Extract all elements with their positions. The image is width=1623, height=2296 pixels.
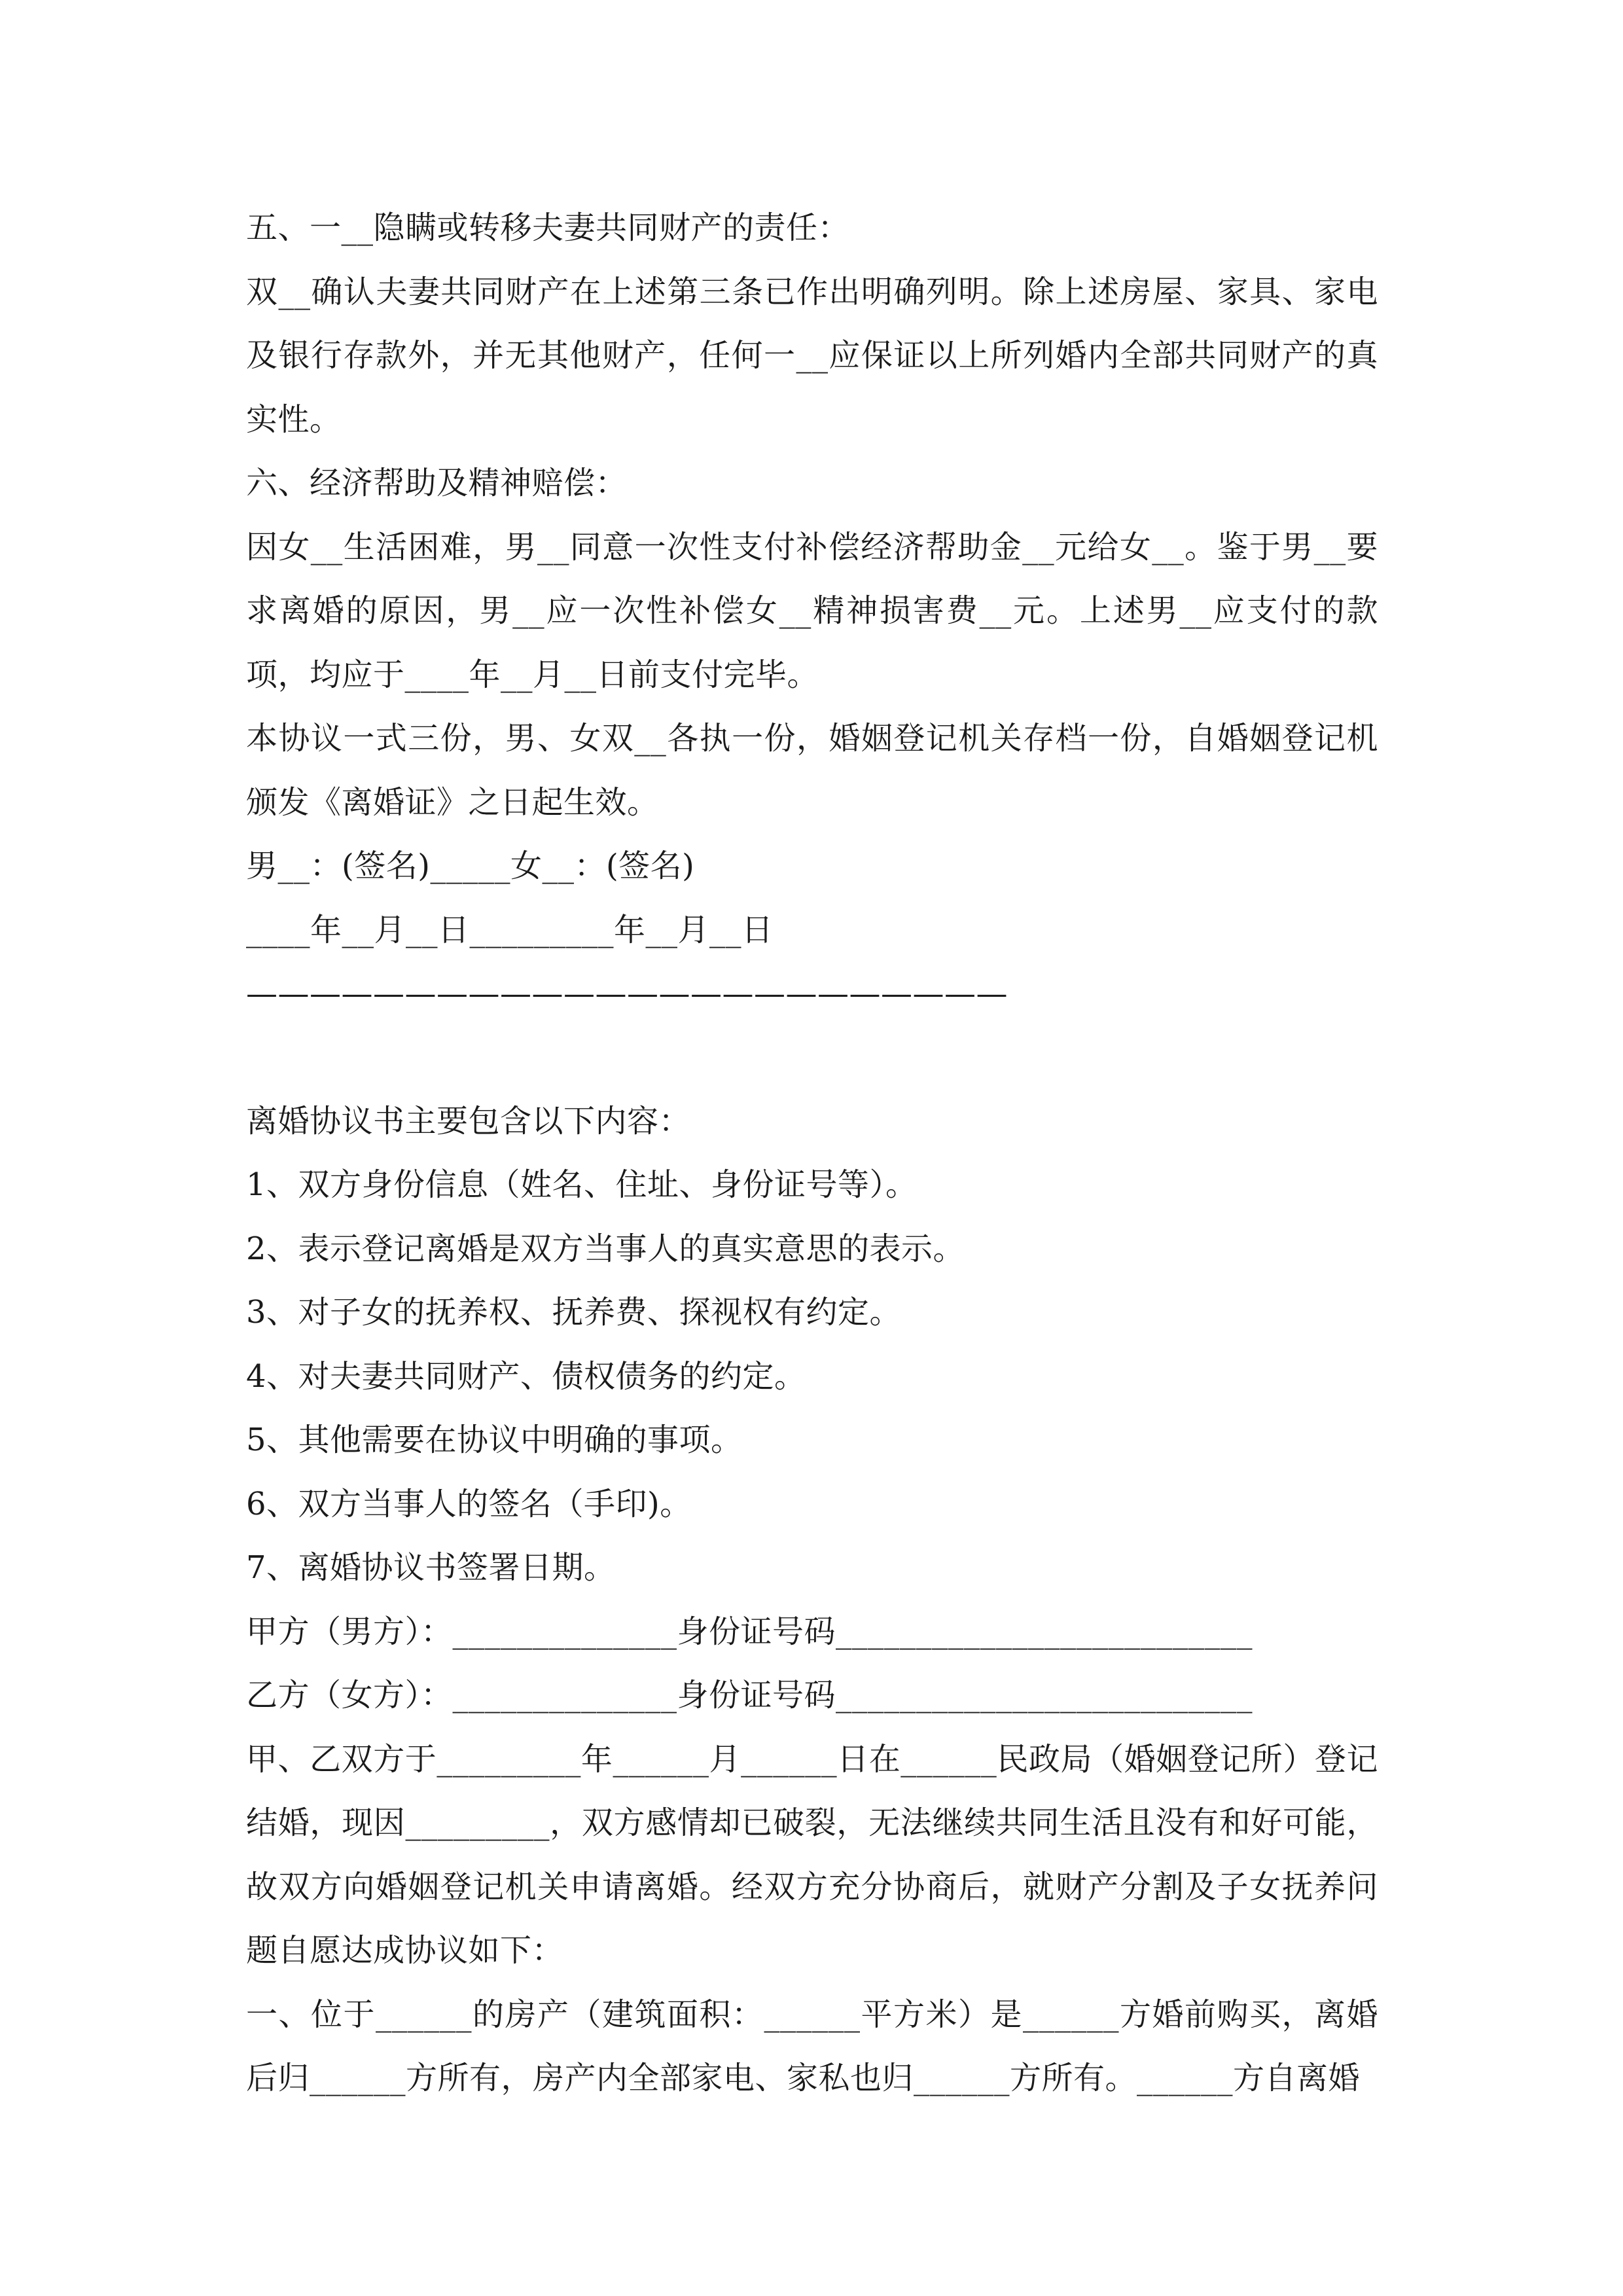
document-body	[246, 196, 1378, 2111]
spacer	[246, 1026, 1378, 1090]
party-a-line: 甲方（男方）：______________身份证号码__________________________	[246, 1613, 1253, 1650]
paragraph: 甲、乙双方于_________年______月______日在______民政局（婚姻登记所）登记结婚，现因_________，双方感情却已破裂，无法继续共同生活且没有和好可能，故双方向婚姻登记机关申请离婚。经双方充分协商后，就财产分割及子女抚养问题自愿达成协议如下：	[246, 1740, 1378, 1969]
section-heading: 五、一__隐瞒或转移夫妻共同财产的责任：	[246, 209, 850, 246]
list-item: 5、其他需要在协议中明确的事项。	[246, 1422, 743, 1458]
paragraph: 双__确认夫妻共同财产在上述第三条已作出明确列明。除上述房屋、家具、家电及银行存款外，并无其他财产，任何一__应保证以上所列婚内全部共同财产的真实性。	[246, 273, 1378, 438]
list-item: 6、双方当事人的签名（手印)。	[246, 1485, 692, 1522]
divider: ————————————————————————	[246, 975, 1008, 1012]
party-b-line: 乙方（女方）：______________身份证号码__________________________	[246, 1677, 1253, 1713]
list-item: 2、表示登记离婚是双方当事人的真实意思的表示。	[246, 1230, 965, 1267]
paragraph: 因女__生活困难，男__同意一次性支付补偿经济帮助金__元给女__。鉴于男__要求离婚的原因，男__应一次性补偿女__精神损害费__元。上述男__应支付的款项，均应于____年__月__日前支付完毕。	[246, 528, 1378, 693]
list-item: 4、对夫妻共同财产、债权债务的约定。	[246, 1357, 806, 1395]
section-heading: 离婚协议书主要包含以下内容：	[246, 1102, 691, 1139]
list-item: 3、对子女的抚养权、抚养费、探视权有约定。	[246, 1294, 902, 1331]
section-heading: 六、经济帮助及精神赔偿：	[246, 465, 628, 501]
list-item: 1、双方身份信息（姓名、住址、身份证号等）。	[246, 1166, 918, 1203]
paragraph: 本协议一式三份，男、女双__各执一份，婚姻登记机关存档一份，自婚姻登记机颁发《离婚证》之日起生效。	[246, 720, 1378, 821]
signature-line: 男__：(签名)_____女__：(签名)	[246, 848, 695, 884]
date-line: ____年__月__日_________年__月__日	[246, 911, 774, 948]
paragraph: 一、位于______的房产（建筑面积：______平方米）是______方婚前购买，离婚后归______方所有，房产内全部家电、家私也归______方所有。______方自离婚	[246, 1996, 1378, 2096]
list-item: 7、离婚协议书签署日期。	[246, 1549, 616, 1586]
